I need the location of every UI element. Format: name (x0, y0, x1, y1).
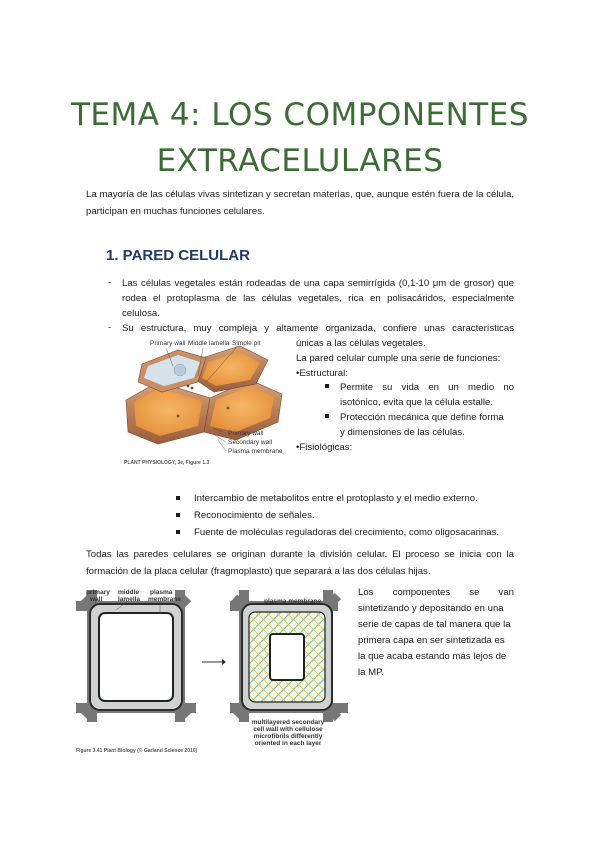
plant-cell-figure (118, 336, 290, 468)
structural-label: •Estructural: (296, 368, 348, 379)
fig1-label-secondary-wall: Secondary wall (228, 439, 273, 446)
bullet1-line-3: celulosa. (122, 308, 160, 319)
bullet1-line-2: rodea el protoplasma de las células vegetales, rica en polisacáridos, especialmente (122, 293, 514, 304)
fig2-label-secondary-wall-l1: multilayered secondary (251, 719, 325, 726)
functions-intro: La pared celular cumple una serie de funciones: (296, 353, 501, 364)
fig1-caption: PLANT PHYSIOLOGY, 3e, Figure 1.3 (124, 460, 210, 466)
fig2-label-middle-lamella: middle lamella (118, 589, 141, 603)
physio-bullet-3 (176, 530, 180, 534)
cell-wall-layers-figure (76, 582, 352, 754)
bullet-dash-2: - (108, 322, 112, 333)
physio-item-2: Reconocimiento de señales. (194, 510, 315, 521)
page-title-line-2: EXTRACELULARES (156, 143, 444, 179)
structural-bullet-2 (325, 414, 329, 418)
side-line-6: la MP. (358, 667, 384, 678)
bullet-dash-1: - (108, 277, 112, 288)
section-heading: 1. PARED CELULAR (106, 247, 250, 264)
fig2-label-right-plasma-membrane: plasma membrane (264, 598, 322, 605)
fig2-caption: Figure 3.41 Plant Biology (© Garland Science 2010) (76, 748, 198, 754)
structural-item-1-line-1: Permite su vida en un medio no (340, 382, 514, 393)
fig2-label-secondary-wall-l3: microfibrils differently (253, 733, 323, 740)
bullet2-line-2: únicas a las células vegetales. (296, 338, 426, 349)
bullet1-line-1: Las células vegetales están rodeadas de una capa semirrígida (0,1-10 μm de grosor) que (122, 278, 514, 289)
fig1-label-primary-wall-top: Primary wall (150, 340, 186, 347)
fig2-label-plasma-membrane: plasma membrane (148, 589, 181, 603)
side-line-1: Los componentes se van (358, 587, 514, 598)
side-line-2: sintetizando y depositando en una (358, 603, 504, 614)
structural-item-1-line-2: isotónico, evita que la célula estalle. (340, 397, 494, 408)
fig2-label-primary-wall: primary wall (86, 589, 110, 603)
origin-paragraph: Todas las paredes celulares se originan durante la división celular. El proceso se inicia con la formación de la placa celular (fragmoplasto) que separará a las dos células hijas. (86, 549, 514, 577)
physio-bullet-1 (176, 496, 180, 500)
fig1-label-middle-lamella: Middle lamella (188, 340, 230, 347)
physio-bullet-2 (176, 513, 180, 517)
intro-paragraph: La mayoría de las células vivas sintetizan y secretan materias, que, aunque estén fuera de la célula, participan en muchas funciones celulares. (86, 189, 514, 217)
structural-item-2-line-2: y dimensiones de las células. (340, 427, 465, 438)
side-line-3: serie de capas de tal manera que la (358, 619, 511, 630)
physiological-label: •Fisiológicas: (296, 442, 353, 453)
physio-item-3: Fuente de moléculas reguladoras del crecimiento, como oligosacarinas. (194, 527, 500, 538)
structural-bullet-1 (325, 384, 329, 388)
fig1-label-plasma-membrane: Plasma membrane (228, 448, 283, 455)
physio-item-1: Intercambio de metabolitos entre el protoplasto y el medio externo. (194, 493, 478, 504)
side-line-5: la que acaba estando más lejos de (358, 651, 507, 662)
fig1-label-primary-wall: Primary wall (228, 430, 264, 437)
fig2-label-secondary-wall-l2: cell wall with cellulose (253, 726, 323, 733)
fig1-label-simple-pit: Simple pit (232, 340, 261, 347)
side-line-4: primera capa en ser sintetizada es (358, 635, 505, 646)
page-title-line-1: TEMA 4: LOS COMPONENTES (70, 97, 529, 133)
fig2-label-secondary-wall-l4: oriented in each layer (254, 740, 322, 747)
bullet2-line-1: Su estructura, muy compleja y altamente organizada, confiere unas características (122, 323, 514, 334)
structural-item-2-line-1: Protección mecánica que define forma (340, 412, 504, 423)
